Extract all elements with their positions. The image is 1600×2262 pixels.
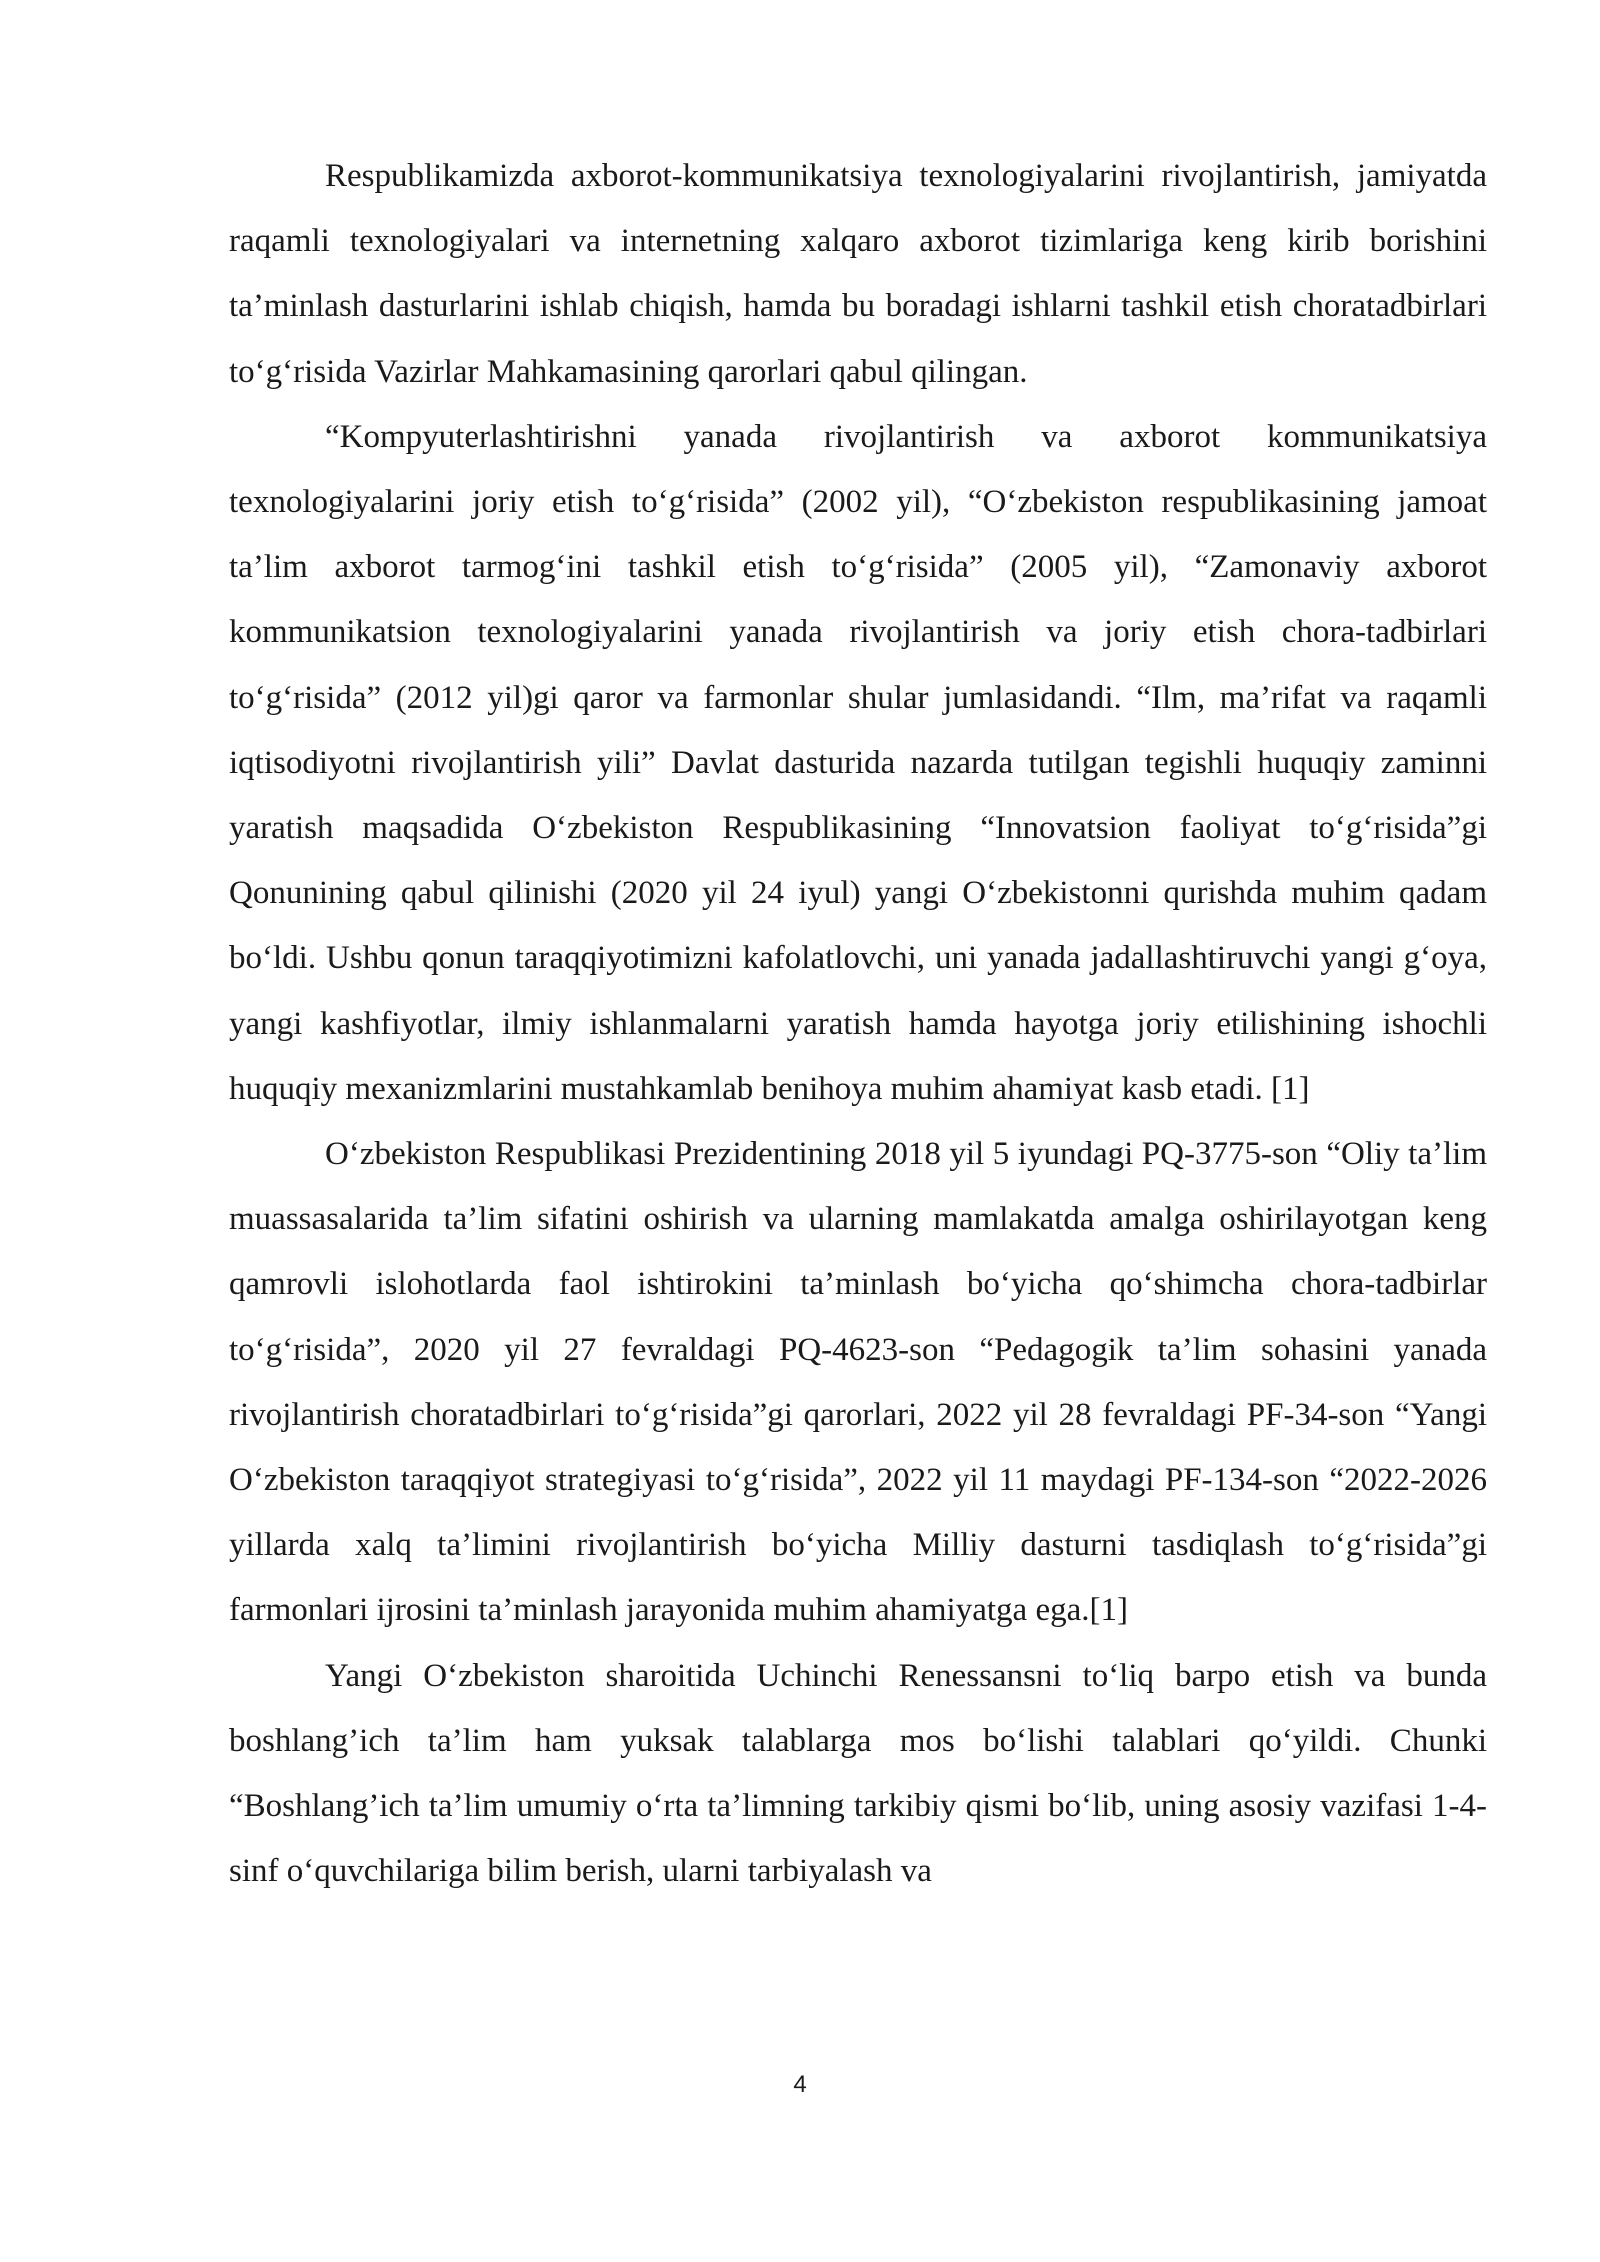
paragraph-1: Respublikamizda axborot-kommunikatsiya texnologiyalarini rivojlantirish, jamiyatda raqamli texnologiyalari va internetning xalqaro axborot tizimlariga keng kirib borishini ta’minlash dasturlarini ishlab chiqish, hamda bu boradagi ishlarni tashkil etish choratadbirlari to‘g‘risida Vazirlar Mahkamasining qarorlari qabul qilingan. (229, 158, 1487, 390)
document-body (229, 144, 1487, 1904)
paragraph-4: Yangi O‘zbekiston sharoitida Uchinchi Renessansni to‘liq barpo etish va bunda boshlang’ich ta’lim ham yuksak talablarga mos bo‘lishi talablari qo‘yildi. Chunki “Boshlang’ich ta’lim umumiy o‘rta ta’limning tarkibiy qismi bo‘lib, uning asosiy vazifasi 1-4-sinf o‘quvchilariga bilim berish, ularni tarbiyalash va (229, 1657, 1487, 1890)
paragraph-2: “Kompyuterlashtirishni yanada rivojlantirish va axborot kommunikatsiya texnologiyalarini joriy etish to‘g‘risida” (2002 yil), “O‘zbekiston respublikasining jamoat ta’lim axborot tarmog‘ini tashkil etish to‘g‘risida” (2005 yil), “Zamonaviy axborot kommunikatsion texnologiyalarini yanada rivojlantirish va joriy etish chora-tadbirlari to‘g‘risida” (2012 yil)gi qaror va farmonlar shular jumlasidandi. “Ilm, ma’rifat va raqamli iqtisodiyotni rivojlantirish yili” Davlat dasturida nazarda tutilgan tegishli huquqiy zaminni yaratish maqsadida O‘zbekiston Respublikasining “Innovatsion faoliyat to‘g‘risida”gi Qonunining qabul qilinishi (2020 yil 24 iyul) yangi O‘zbekistonni qurishda muhim qadam bo‘ldi. Ushbu qonun taraqqiyotimizni kafolatlovchi, uni yanada jadallashtiruvchi yangi g‘oya, yangi kashfiyotlar, ilmiy ishlanmalarni yaratish hamda hayotga joriy etilishining ishochli huquqiy mexanizmlarini mustahkamlab benihoya muhim ahamiyat kasb etadi. [1] (229, 418, 1487, 1107)
page-number: 4 (793, 2071, 807, 2098)
paragraph-3: O‘zbekiston Respublikasi Prezidentining 2018 yil 5 iyundagi PQ-3775-son “Oliy ta’lim muassasalarida ta’lim sifatini oshirish va ularning mamlakatda amalga oshirilayotgan keng qamrovli islohotlarda faol ishtirokini ta’minlash bo‘yicha qo‘shimcha chora-tadbirlar to‘g‘risida”, 2020 yil 27 fevraldagi PQ-4623-son “Pedagogik ta’lim sohasini yanada rivojlantirish choratadbirlari to‘g‘risida”gi qarorlari, 2022 yil 28 fevraldagi PF-34-son “Yangi O‘zbekiston taraqqiyot strategiyasi to‘g‘risida”, 2022 yil 11 maydagi PF-134-son “2022-2026 yillarda xalq ta’limini rivojlantirish bo‘yicha Milliy dasturni tasdiqlash to‘g‘risida”gi farmonlari ijrosini ta’minlash jarayonida muhim ahamiyatga ega.[1] (229, 1136, 1487, 1629)
